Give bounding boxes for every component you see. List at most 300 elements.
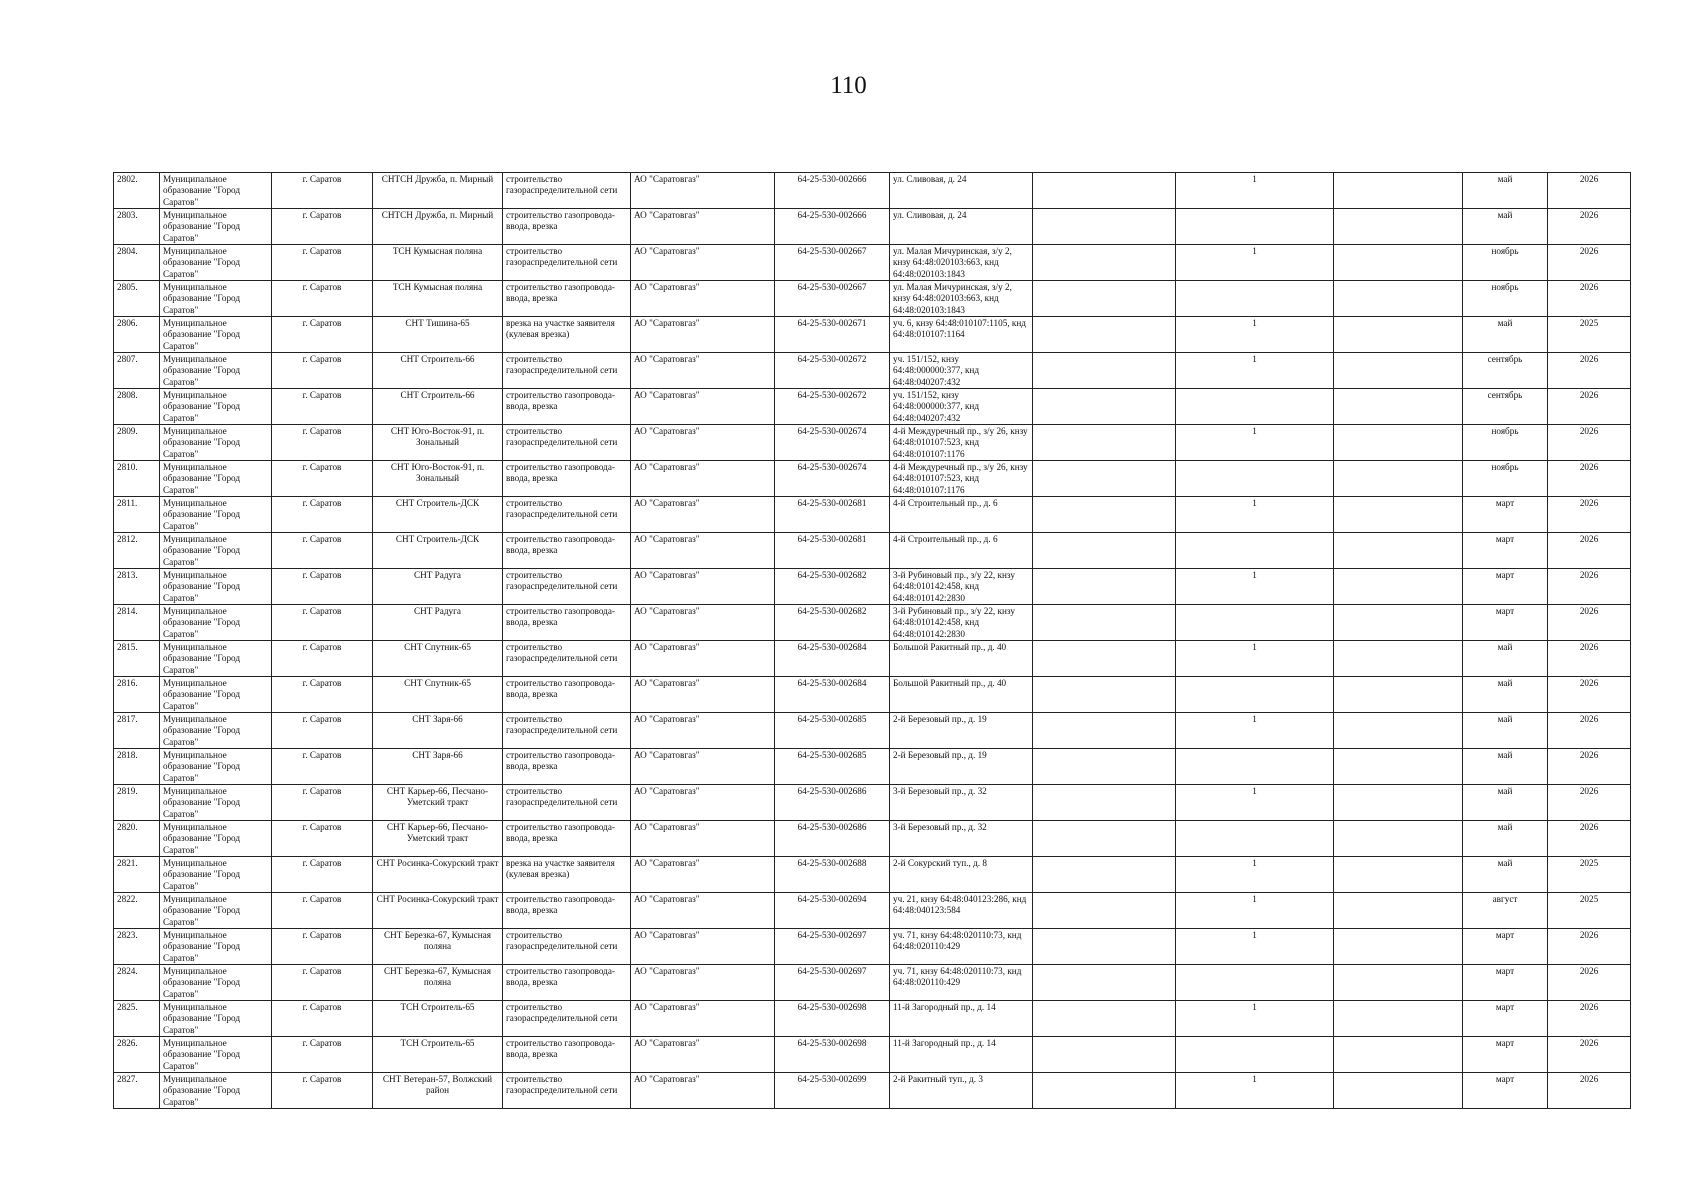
organization-cell-text: АО "Саратовгаз"	[634, 822, 700, 832]
quantity-cell	[1176, 1001, 1334, 1037]
year-cell	[1548, 965, 1631, 1001]
row-number-cell	[114, 965, 160, 1001]
row-number-cell	[114, 461, 160, 497]
year-cell-text: 2026	[1579, 210, 1599, 220]
empty-cell	[1334, 425, 1463, 461]
empty-cell	[1334, 1073, 1463, 1109]
municipality-cell-text: Муниципальное образование "Город Саратов"	[163, 894, 241, 927]
organization-cell-text: АО "Саратовгаз"	[634, 894, 700, 904]
address-cell	[890, 857, 1033, 893]
partnership-cell-text: СНТ Заря-66	[412, 750, 463, 760]
municipality-cell	[160, 1001, 272, 1037]
row-number-cell-text: 2821.	[117, 858, 138, 868]
empty-cell	[1033, 497, 1176, 533]
month-cell-text: сентябрь	[1487, 354, 1523, 364]
object-code-cell	[775, 569, 890, 605]
work-type-cell-text: строительство газопровода-ввода, врезка	[506, 678, 615, 700]
address-cell-text: 4-й Строительный пр., д. 6	[893, 498, 998, 508]
address-cell-text: 3-й Березовый пр., д. 32	[893, 786, 987, 796]
address-cell-text: 3-й Березовый пр., д. 32	[893, 822, 987, 832]
municipality-cell	[160, 389, 272, 425]
city-cell-text: г. Саратов	[302, 570, 342, 580]
organization-cell-text: АО "Саратовгаз"	[634, 1038, 700, 1048]
year-cell	[1548, 353, 1631, 389]
quantity-cell	[1176, 965, 1334, 1001]
empty-cell	[1334, 497, 1463, 533]
partnership-cell-text: ТСН Строитель-65	[400, 1038, 475, 1048]
address-cell-text: 2-й Ракитный туп., д. 3	[893, 1074, 983, 1084]
city-cell-text: г. Саратов	[302, 606, 342, 616]
row-number-cell	[114, 929, 160, 965]
organization-cell-text: АО "Саратовгаз"	[634, 174, 700, 184]
city-cell	[272, 713, 373, 749]
quantity-cell	[1176, 353, 1334, 389]
row-number-cell-text: 2817.	[117, 714, 138, 724]
object-code-cell	[775, 389, 890, 425]
object-code-cell	[775, 749, 890, 785]
year-cell-text: 2026	[1579, 498, 1599, 508]
quantity-cell-text: 1	[1252, 246, 1257, 256]
empty-cell	[1334, 677, 1463, 713]
object-code-cell-text: 64-25-530-002674	[797, 426, 867, 436]
row-number-cell-text: 2822.	[117, 894, 138, 904]
address-cell-text: уч. 151/152, кнзу 64:48:000000:377, кнд 64:48:040207:432	[893, 390, 980, 423]
work-type-cell	[503, 785, 631, 821]
municipality-cell	[160, 425, 272, 461]
year-cell	[1548, 893, 1631, 929]
municipality-cell	[160, 605, 272, 641]
object-code-cell-text: 64-25-530-002667	[797, 246, 867, 256]
quantity-cell	[1176, 245, 1334, 281]
address-cell-text: 2-й Березовый пр., д. 19	[893, 714, 987, 724]
month-cell-text: май	[1497, 642, 1513, 652]
organization-cell	[631, 893, 775, 929]
address-cell	[890, 1037, 1033, 1073]
empty-cell	[1033, 209, 1176, 245]
empty-cell	[1033, 641, 1176, 677]
work-type-cell	[503, 965, 631, 1001]
partnership-cell	[373, 965, 503, 1001]
quantity-cell-text: 1	[1252, 426, 1257, 436]
row-number-cell-text: 2806.	[117, 318, 138, 328]
address-cell	[890, 209, 1033, 245]
quantity-cell-text: 1	[1252, 570, 1257, 580]
partnership-cell-text: СНТ Тишина-65	[405, 318, 470, 328]
year-cell-text: 2026	[1579, 570, 1599, 580]
empty-cell	[1033, 281, 1176, 317]
organization-cell	[631, 425, 775, 461]
month-cell	[1463, 965, 1548, 1001]
municipality-cell	[160, 929, 272, 965]
partnership-cell	[373, 209, 503, 245]
table-row	[114, 1073, 1631, 1109]
address-cell	[890, 1001, 1033, 1037]
city-cell	[272, 209, 373, 245]
empty-cell	[1334, 317, 1463, 353]
address-cell-text: уч. 71, кнзу 64:48:020110:73, кнд 64:48:020110:429	[893, 930, 1022, 952]
month-cell	[1463, 1073, 1548, 1109]
empty-cell	[1334, 749, 1463, 785]
partnership-cell-text: ТСН Кумысная поляна	[392, 246, 483, 256]
year-cell-text: 2026	[1579, 714, 1599, 724]
registry-body	[114, 173, 1631, 1109]
partnership-cell	[373, 569, 503, 605]
city-cell-text: г. Саратов	[302, 750, 342, 760]
organization-cell	[631, 1073, 775, 1109]
partnership-cell-text: ТСН Строитель-65	[400, 1002, 475, 1012]
object-code-cell-text: 64-25-530-002686	[797, 822, 867, 832]
work-type-cell-text: строительство газораспределительной сети	[506, 426, 618, 448]
municipality-cell-text: Муниципальное образование "Город Саратов"	[163, 1038, 241, 1071]
year-cell	[1548, 533, 1631, 569]
year-cell-text: 2026	[1579, 534, 1599, 544]
quantity-cell-text: 1	[1252, 174, 1257, 184]
row-number-cell	[114, 749, 160, 785]
empty-cell	[1033, 749, 1176, 785]
table-row	[114, 533, 1631, 569]
row-number-cell	[114, 821, 160, 857]
month-cell	[1463, 1001, 1548, 1037]
organization-cell-text: АО "Саратовгаз"	[634, 210, 700, 220]
row-number-cell	[114, 1037, 160, 1073]
empty-cell	[1334, 461, 1463, 497]
empty-cell	[1334, 785, 1463, 821]
address-cell-text: 4-й Строительный пр., д. 6	[893, 534, 998, 544]
month-cell-text: март	[1495, 1002, 1515, 1012]
year-cell	[1548, 929, 1631, 965]
year-cell-text: 2025	[1579, 318, 1599, 328]
empty-cell	[1334, 209, 1463, 245]
organization-cell	[631, 281, 775, 317]
organization-cell	[631, 389, 775, 425]
address-cell	[890, 497, 1033, 533]
partnership-cell-text: СНТСН Дружба, п. Мирный	[381, 210, 494, 220]
address-cell-text: 11-й Загородный пр., д. 14	[893, 1038, 996, 1048]
row-number-cell-text: 2823.	[117, 930, 138, 940]
month-cell-text: март	[1495, 606, 1515, 616]
work-type-cell	[503, 821, 631, 857]
organization-cell	[631, 605, 775, 641]
year-cell-text: 2026	[1579, 1038, 1599, 1048]
work-type-cell	[503, 857, 631, 893]
city-cell-text: г. Саратов	[302, 390, 342, 400]
quantity-cell	[1176, 893, 1334, 929]
address-cell-text: ул. Малая Мичуринская, з/у 2, кнзу 64:48:020103:663, кнд 64:48:020103:1843	[893, 246, 1012, 279]
city-cell	[272, 893, 373, 929]
row-number-cell-text: 2807.	[117, 354, 138, 364]
work-type-cell-text: врезка на участке заявителя (кулевая врезка)	[506, 318, 615, 340]
month-cell-text: май	[1497, 318, 1513, 328]
municipality-cell-text: Муниципальное образование "Город Саратов"	[163, 210, 241, 243]
year-cell-text: 2026	[1579, 930, 1599, 940]
city-cell-text: г. Саратов	[302, 210, 342, 220]
city-cell-text: г. Саратов	[302, 714, 342, 724]
work-type-cell-text: строительство газопровода-ввода, врезка	[506, 894, 615, 916]
month-cell-text: ноябрь	[1491, 426, 1519, 436]
partnership-cell	[373, 461, 503, 497]
year-cell	[1548, 1037, 1631, 1073]
table-row	[114, 713, 1631, 749]
empty-cell	[1334, 1001, 1463, 1037]
year-cell-text: 2026	[1579, 786, 1599, 796]
organization-cell-text: АО "Саратовгаз"	[634, 426, 700, 436]
object-code-cell	[775, 713, 890, 749]
municipality-cell	[160, 317, 272, 353]
month-cell-text: май	[1497, 678, 1513, 688]
object-code-cell	[775, 281, 890, 317]
empty-cell	[1334, 281, 1463, 317]
city-cell	[272, 569, 373, 605]
row-number-cell-text: 2815.	[117, 642, 138, 652]
city-cell-text: г. Саратов	[302, 174, 342, 184]
row-number-cell-text: 2812.	[117, 534, 138, 544]
city-cell	[272, 281, 373, 317]
municipality-cell-text: Муниципальное образование "Город Саратов"	[163, 354, 241, 387]
address-cell-text: уч. 151/152, кнзу 64:48:000000:377, кнд 64:48:040207:432	[893, 354, 980, 387]
month-cell-text: ноябрь	[1491, 246, 1519, 256]
quantity-cell-text: 1	[1252, 930, 1257, 940]
row-number-cell-text: 2811.	[117, 498, 138, 508]
address-cell	[890, 569, 1033, 605]
object-code-cell-text: 64-25-530-002671	[797, 318, 867, 328]
organization-cell	[631, 821, 775, 857]
month-cell	[1463, 929, 1548, 965]
object-code-cell	[775, 965, 890, 1001]
month-cell-text: май	[1497, 786, 1513, 796]
quantity-cell	[1176, 173, 1334, 209]
table-row	[114, 209, 1631, 245]
municipality-cell-text: Муниципальное образование "Город Саратов"	[163, 714, 241, 747]
organization-cell-text: АО "Саратовгаз"	[634, 858, 700, 868]
work-type-cell	[503, 569, 631, 605]
year-cell-text: 2026	[1579, 462, 1599, 472]
row-number-cell-text: 2827.	[117, 1074, 138, 1084]
table-row	[114, 281, 1631, 317]
partnership-cell	[373, 425, 503, 461]
row-number-cell-text: 2809.	[117, 426, 138, 436]
address-cell	[890, 605, 1033, 641]
partnership-cell-text: СНТ Юго-Восток-91, п. Зональный	[390, 462, 485, 484]
month-cell	[1463, 857, 1548, 893]
work-type-cell-text: строительство газораспределительной сети	[506, 1002, 618, 1024]
month-cell	[1463, 173, 1548, 209]
row-number-cell	[114, 857, 160, 893]
municipality-cell-text: Муниципальное образование "Город Саратов"	[163, 930, 241, 963]
quantity-cell	[1176, 533, 1334, 569]
object-code-cell-text: 64-25-530-002698	[797, 1038, 867, 1048]
address-cell-text: 4-й Междуречный пр., з/у 26, кнзу 64:48:010107:523, кнд 64:48:010107:1176	[893, 462, 1028, 495]
table-row	[114, 857, 1631, 893]
work-type-cell-text: строительство газопровода-ввода, врезка	[506, 282, 615, 304]
month-cell	[1463, 749, 1548, 785]
work-type-cell-text: строительство газораспределительной сети	[506, 570, 618, 592]
empty-cell	[1033, 713, 1176, 749]
empty-cell	[1334, 569, 1463, 605]
object-code-cell-text: 64-25-530-002697	[797, 930, 867, 940]
municipality-cell	[160, 713, 272, 749]
object-code-cell	[775, 173, 890, 209]
object-code-cell-text: 64-25-530-002674	[797, 462, 867, 472]
city-cell	[272, 1073, 373, 1109]
table-row	[114, 749, 1631, 785]
partnership-cell-text: СНТ Спутник-65	[404, 642, 471, 652]
municipality-cell	[160, 533, 272, 569]
quantity-cell	[1176, 317, 1334, 353]
row-number-cell	[114, 209, 160, 245]
empty-cell	[1334, 173, 1463, 209]
work-type-cell-text: строительство газопровода-ввода, врезка	[506, 822, 615, 844]
partnership-cell-text: СНТ Строитель-ДСК	[395, 498, 480, 508]
quantity-cell-text: 1	[1252, 354, 1257, 364]
object-code-cell	[775, 1037, 890, 1073]
municipality-cell	[160, 641, 272, 677]
organization-cell	[631, 677, 775, 713]
year-cell-text: 2026	[1579, 678, 1599, 688]
address-cell-text: ул. Сливовая, д. 24	[893, 210, 967, 220]
partnership-cell	[373, 533, 503, 569]
address-cell	[890, 389, 1033, 425]
empty-cell	[1033, 1037, 1176, 1073]
table-row	[114, 785, 1631, 821]
empty-cell	[1033, 785, 1176, 821]
empty-cell	[1033, 353, 1176, 389]
row-number-cell-text: 2813.	[117, 570, 138, 580]
municipality-cell	[160, 857, 272, 893]
city-cell-text: г. Саратов	[302, 246, 342, 256]
organization-cell	[631, 245, 775, 281]
year-cell	[1548, 821, 1631, 857]
work-type-cell-text: строительство газораспределительной сети	[506, 642, 618, 664]
year-cell	[1548, 605, 1631, 641]
row-number-cell	[114, 569, 160, 605]
object-code-cell-text: 64-25-530-002699	[797, 1074, 867, 1084]
row-number-cell	[114, 785, 160, 821]
work-type-cell	[503, 461, 631, 497]
address-cell	[890, 353, 1033, 389]
partnership-cell-text: СНТ Строитель-ДСК	[395, 534, 480, 544]
row-number-cell-text: 2814.	[117, 606, 138, 616]
month-cell-text: май	[1497, 210, 1513, 220]
month-cell	[1463, 389, 1548, 425]
city-cell-text: г. Саратов	[302, 966, 342, 976]
table-row	[114, 497, 1631, 533]
organization-cell-text: АО "Саратовгаз"	[634, 462, 700, 472]
year-cell	[1548, 461, 1631, 497]
city-cell	[272, 353, 373, 389]
month-cell	[1463, 605, 1548, 641]
municipality-cell-text: Муниципальное образование "Город Саратов"	[163, 1002, 241, 1035]
address-cell	[890, 641, 1033, 677]
municipality-cell-text: Муниципальное образование "Город Саратов"	[163, 606, 241, 639]
year-cell-text: 2026	[1579, 966, 1599, 976]
quantity-cell-text: 1	[1252, 642, 1257, 652]
work-type-cell	[503, 497, 631, 533]
table-row	[114, 641, 1631, 677]
work-type-cell-text: строительство газопровода-ввода, врезка	[506, 390, 615, 412]
organization-cell	[631, 857, 775, 893]
month-cell	[1463, 821, 1548, 857]
quantity-cell	[1176, 821, 1334, 857]
object-code-cell-text: 64-25-530-002672	[797, 354, 867, 364]
partnership-cell-text: СНТ Березка-67, Кумысная поляна	[384, 930, 491, 952]
month-cell-text: март	[1495, 498, 1515, 508]
year-cell-text: 2026	[1579, 426, 1599, 436]
row-number-cell-text: 2805.	[117, 282, 138, 292]
row-number-cell	[114, 497, 160, 533]
object-code-cell-text: 64-25-530-002666	[797, 210, 867, 220]
month-cell	[1463, 245, 1548, 281]
table-row	[114, 893, 1631, 929]
city-cell-text: г. Саратов	[302, 894, 342, 904]
work-type-cell-text: строительство газораспределительной сети	[506, 246, 618, 268]
organization-cell-text: АО "Саратовгаз"	[634, 1074, 700, 1084]
table-row	[114, 389, 1631, 425]
organization-cell	[631, 749, 775, 785]
object-code-cell	[775, 1073, 890, 1109]
city-cell	[272, 317, 373, 353]
address-cell	[890, 317, 1033, 353]
month-cell-text: ноябрь	[1491, 462, 1519, 472]
partnership-cell	[373, 641, 503, 677]
quantity-cell	[1176, 749, 1334, 785]
partnership-cell	[373, 749, 503, 785]
work-type-cell-text: строительство газораспределительной сети	[506, 714, 618, 736]
organization-cell	[631, 785, 775, 821]
row-number-cell-text: 2826.	[117, 1038, 138, 1048]
organization-cell-text: АО "Саратовгаз"	[634, 534, 700, 544]
work-type-cell	[503, 641, 631, 677]
work-type-cell	[503, 1037, 631, 1073]
work-type-cell-text: строительство газопровода-ввода, врезка	[506, 606, 615, 628]
gasification-registry-table	[113, 172, 1631, 1109]
quantity-cell-text: 1	[1252, 1074, 1257, 1084]
month-cell	[1463, 533, 1548, 569]
empty-cell	[1033, 893, 1176, 929]
month-cell	[1463, 281, 1548, 317]
municipality-cell-text: Муниципальное образование "Город Саратов"	[163, 534, 241, 567]
month-cell	[1463, 569, 1548, 605]
city-cell-text: г. Саратов	[302, 642, 342, 652]
city-cell	[272, 245, 373, 281]
row-number-cell	[114, 1001, 160, 1037]
organization-cell	[631, 713, 775, 749]
organization-cell-text: АО "Саратовгаз"	[634, 570, 700, 580]
city-cell-text: г. Саратов	[302, 354, 342, 364]
month-cell	[1463, 641, 1548, 677]
organization-cell	[631, 461, 775, 497]
address-cell	[890, 965, 1033, 1001]
organization-cell	[631, 173, 775, 209]
object-code-cell-text: 64-25-530-002686	[797, 786, 867, 796]
address-cell-text: уч. 71, кнзу 64:48:020110:73, кнд 64:48:020110:429	[893, 966, 1022, 988]
year-cell	[1548, 677, 1631, 713]
object-code-cell	[775, 785, 890, 821]
table-row	[114, 1001, 1631, 1037]
month-cell-text: март	[1495, 930, 1515, 940]
address-cell	[890, 173, 1033, 209]
city-cell	[272, 497, 373, 533]
row-number-cell-text: 2824.	[117, 966, 138, 976]
address-cell-text: Большой Ракитный пр., д. 40	[893, 678, 1007, 688]
quantity-cell	[1176, 605, 1334, 641]
organization-cell	[631, 353, 775, 389]
year-cell	[1548, 317, 1631, 353]
address-cell-text: 2-й Сокурский туп., д. 8	[893, 858, 987, 868]
organization-cell-text: АО "Саратовгаз"	[634, 282, 700, 292]
municipality-cell-text: Муниципальное образование "Город Саратов"	[163, 426, 241, 459]
quantity-cell	[1176, 713, 1334, 749]
work-type-cell-text: строительство газопровода-ввода, врезка	[506, 750, 615, 772]
